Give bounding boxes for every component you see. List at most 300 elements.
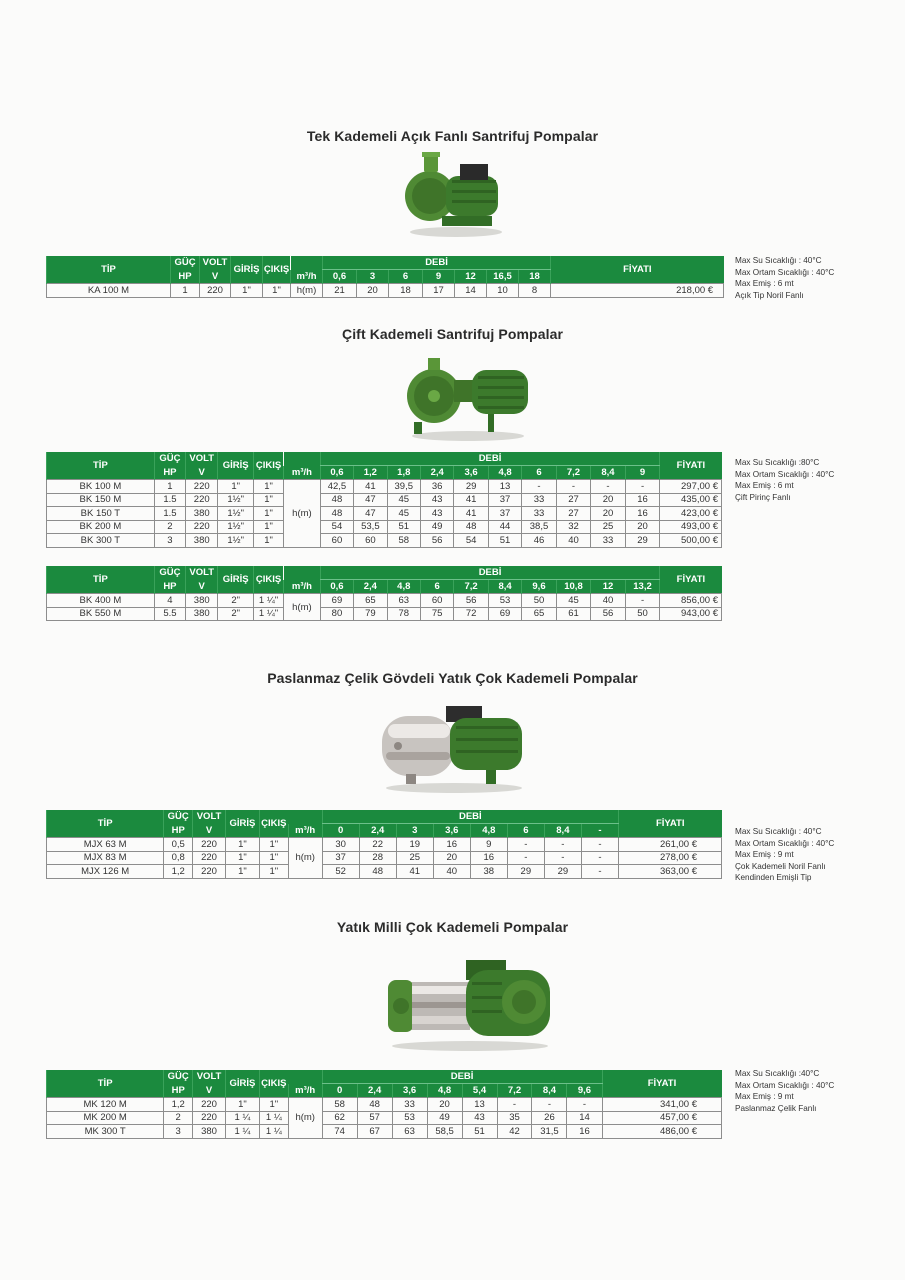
cell-head: -: [581, 865, 618, 879]
cell-head: -: [532, 1098, 567, 1112]
cell-hm: h(m): [284, 594, 321, 621]
section-title: Yatık Milli Çok Kademeli Pompalar: [336, 919, 569, 935]
cell-hp: 2: [164, 1111, 193, 1125]
table-row: [47, 1111, 722, 1125]
cell-v: 220: [193, 1098, 226, 1112]
flow-value: 2,4: [354, 580, 387, 594]
cell-head: 56: [420, 534, 453, 548]
cell-head: 45: [387, 493, 420, 507]
cell-head: 16: [625, 493, 660, 507]
flow-value: 10,8: [556, 580, 590, 594]
flow-value: 8,4: [544, 824, 581, 838]
cell-head: 38: [470, 865, 507, 879]
table-row: [47, 851, 722, 865]
col-hp: HP: [164, 1084, 193, 1098]
cell-v: 220: [193, 865, 226, 879]
cell-head: 75: [420, 607, 453, 621]
table-row: [47, 480, 722, 494]
cell-head: 26: [532, 1111, 567, 1125]
cell-head: 44: [488, 520, 521, 534]
cell-head: -: [581, 851, 618, 865]
cell-tip: BK 100 M: [47, 480, 155, 494]
cell-head: 63: [392, 1125, 427, 1139]
section-title: Çift Kademeli Santrifuj Pompalar: [341, 326, 564, 342]
cell-head: 37: [488, 507, 521, 521]
cell-head: 31,5: [532, 1125, 567, 1139]
cell-head: 51: [462, 1125, 497, 1139]
col-cikis: ÇIKIŞ: [259, 810, 288, 838]
table-row: [47, 838, 722, 852]
col-m3h: m³/h: [284, 466, 321, 480]
cell-head: 52: [322, 865, 359, 879]
note-line: Max Su Sıcaklığı : 40°C: [735, 827, 822, 836]
col-hp: HP: [154, 466, 185, 480]
flow-value: 6: [507, 824, 544, 838]
price-table-double-stage: [46, 452, 722, 548]
col-fiyati: FİYATI: [619, 810, 722, 838]
note-line: Max Su Sıcaklığı :80°C: [735, 458, 820, 467]
col-debi: DEBİ: [322, 1070, 602, 1084]
table-row: [47, 493, 722, 507]
table-row: [47, 1098, 722, 1112]
cell-tip: BK 200 M: [47, 520, 155, 534]
cell-cikis: 1": [253, 507, 283, 521]
price-table-multistage: [46, 1070, 722, 1139]
cell-head: 28: [359, 851, 396, 865]
note-line: Kendinden Emişli Tip: [735, 873, 812, 882]
cell-head: 42: [497, 1125, 532, 1139]
cell-cikis: 1": [259, 851, 288, 865]
cell-head: -: [625, 480, 660, 494]
flow-value: 9,6: [567, 1084, 602, 1098]
cell-cikis: 1": [253, 534, 283, 548]
cell-tip: MK 300 T: [47, 1125, 164, 1139]
cell-head: -: [581, 838, 618, 852]
cell-head: 45: [387, 507, 420, 521]
cell-tip: BK 150 M: [47, 493, 155, 507]
cell-head: 35: [497, 1111, 532, 1125]
flow-value: 0,6: [323, 270, 357, 284]
cell-head: 33: [522, 507, 556, 521]
col-m3h: m³/h: [288, 1084, 322, 1098]
note-line: Max Emiş : 6 mt: [735, 279, 794, 288]
cell-cikis: 1 ¼": [253, 607, 283, 621]
col-fiyati: FİYATI: [551, 256, 724, 284]
cell-head: 27: [556, 507, 590, 521]
cell-head: 36: [420, 480, 453, 494]
cell-head: 13: [462, 1098, 497, 1112]
cell-price: 435,00 €: [660, 493, 722, 507]
flow-value: 2,4: [357, 1084, 392, 1098]
cell-head: 49: [427, 1111, 462, 1125]
col-giris: GİRİŞ: [218, 566, 254, 594]
cell-head: 45: [556, 594, 590, 608]
flow-value: 18: [519, 270, 551, 284]
col-volt: VOLT: [200, 256, 231, 270]
cell-tip: BK 300 T: [47, 534, 155, 548]
cell-head: 30: [322, 838, 359, 852]
cell-hp: 0,5: [164, 838, 193, 852]
cell-hp: 1.5: [154, 507, 185, 521]
table-row: [47, 520, 722, 534]
cell-tip: MJX 63 M: [47, 838, 164, 852]
cell-head: 25: [591, 520, 625, 534]
cell-head: 37: [322, 851, 359, 865]
table-row: [47, 865, 722, 879]
note-line: Çift Pirinç Fanlı: [735, 492, 791, 502]
cell-hp: 2: [154, 520, 185, 534]
col-debi: DEBİ: [323, 256, 551, 270]
col-guc: GÜÇ: [164, 810, 193, 824]
cell-head: 33: [522, 493, 556, 507]
cell-tip: MJX 126 M: [47, 865, 164, 879]
cell-cikis: 1": [253, 480, 283, 494]
flow-value: 2,4: [420, 466, 453, 480]
price-table-single-stage: [46, 256, 724, 298]
cell-head: 41: [454, 507, 488, 521]
cell-head: 53: [488, 594, 521, 608]
cell-head: -: [507, 838, 544, 852]
cell-price: 297,00 €: [660, 480, 722, 494]
col-tip: TİP: [47, 1070, 164, 1098]
cell-price: 486,00 €: [602, 1125, 722, 1139]
col-cikis: ÇIKIŞ: [263, 256, 291, 284]
single-stage-pump-image: [402, 150, 510, 238]
cell-head: 41: [454, 493, 488, 507]
cell-giris: 1": [226, 851, 260, 865]
flow-value: 16,5: [487, 270, 519, 284]
cell-cikis: 1": [259, 1098, 288, 1112]
cell-head: 60: [320, 534, 353, 548]
cell-head: 53: [392, 1111, 427, 1125]
cell-head: 39,5: [387, 480, 420, 494]
col-hp: HP: [164, 824, 193, 838]
cell-price: 423,00 €: [660, 507, 722, 521]
cell-head: 29: [544, 865, 581, 879]
cell-head: 61: [556, 607, 590, 621]
flow-value: 9: [625, 466, 660, 480]
cell-hp: 1,2: [164, 865, 193, 879]
cell-hp: 0,8: [164, 851, 193, 865]
cell-cikis: 1 ¼: [259, 1111, 288, 1125]
cell-cikis: 1": [259, 838, 288, 852]
cell-head: -: [544, 851, 581, 865]
flow-value: 0: [322, 1084, 357, 1098]
cell-head: -: [567, 1098, 602, 1112]
cell-head: 43: [420, 507, 453, 521]
cell-price: 943,00 €: [660, 607, 722, 621]
table-row: [47, 1125, 722, 1139]
cell-head: 16: [625, 507, 660, 521]
flow-value: 13,2: [625, 580, 660, 594]
flow-value: 6: [522, 466, 556, 480]
cell-head: 54: [454, 534, 488, 548]
cell-hm: h(m): [288, 838, 322, 879]
cell-head: -: [507, 851, 544, 865]
cell-head: 47: [354, 507, 387, 521]
col-debi: DEBİ: [320, 566, 660, 580]
note-line: Max Ortam Sıcaklığı : 40°C: [735, 838, 835, 848]
note-line: Max Ortam Sıcaklığı : 40°C: [735, 267, 835, 277]
col-guc: GÜÇ: [164, 1070, 193, 1084]
cell-head: 33: [591, 534, 625, 548]
cell-head: 17: [423, 284, 455, 298]
cell-giris: 2": [218, 594, 254, 608]
cell-v: 380: [186, 534, 218, 548]
cell-head: 67: [357, 1125, 392, 1139]
cell-head: 65: [354, 594, 387, 608]
section-title: Paslanmaz Çelik Gövdeli Yatık Çok Kademeli Pompalar: [267, 670, 638, 686]
cell-cikis: 1 ¼": [253, 594, 283, 608]
cell-head: 46: [522, 534, 556, 548]
cell-head: -: [497, 1098, 532, 1112]
cell-head: 19: [396, 838, 433, 852]
cell-v: 380: [186, 594, 218, 608]
flow-value: 4,8: [470, 824, 507, 838]
cell-head: 29: [625, 534, 660, 548]
table-row: [47, 607, 722, 621]
col-hp: HP: [171, 270, 200, 284]
cell-giris: 1½": [218, 493, 254, 507]
cell-head: 50: [625, 607, 660, 621]
cell-head: 20: [357, 284, 389, 298]
flow-value: 9: [423, 270, 455, 284]
cell-hm: h(m): [288, 1098, 322, 1139]
cell-head: 60: [420, 594, 453, 608]
cell-head: 16: [433, 838, 470, 852]
flow-value: 12: [591, 580, 625, 594]
cell-giris: 2": [218, 607, 254, 621]
cell-price: 218,00 €: [551, 284, 724, 298]
col-debi: DEBİ: [320, 452, 660, 466]
cell-head: 21: [323, 284, 357, 298]
col-v: V: [193, 1084, 226, 1098]
cell-head: 48: [320, 507, 353, 521]
note-line: Paslanmaz Çelik Fanlı: [735, 1103, 817, 1113]
note-line: Max Emiş : 6 mt: [735, 481, 794, 490]
cell-head: 16: [567, 1125, 602, 1139]
cell-head: 78: [387, 607, 420, 621]
cell-head: 53,5: [354, 520, 387, 534]
flow-value: 5,4: [462, 1084, 497, 1098]
cell-head: 47: [354, 493, 387, 507]
cell-cikis: 1 ¼: [259, 1125, 288, 1139]
note-line: Max Emiş : 9 mt: [735, 850, 794, 859]
table-row: [47, 507, 722, 521]
cell-giris: 1": [231, 284, 263, 298]
col-giris: GİRİŞ: [218, 452, 254, 480]
cell-head: 48: [454, 520, 488, 534]
cell-head: 20: [591, 507, 625, 521]
flow-value: 0,6: [320, 580, 353, 594]
cell-price: 500,00 €: [660, 534, 722, 548]
cell-head: 32: [556, 520, 590, 534]
cell-head: -: [591, 480, 625, 494]
cell-head: -: [556, 480, 590, 494]
note-line: Max Ortam Sıcaklığı : 40°C: [735, 1080, 835, 1090]
flow-value: 4,8: [488, 466, 521, 480]
spec-notes: [735, 1068, 834, 1114]
cell-head: 80: [320, 607, 353, 621]
cell-head: 40: [433, 865, 470, 879]
cell-giris: 1½": [218, 520, 254, 534]
col-v: V: [200, 270, 231, 284]
col-volt: VOLT: [193, 1070, 226, 1084]
flow-value: 3: [396, 824, 433, 838]
spec-notes: [735, 457, 834, 503]
multistage-pump-image: [384, 952, 556, 1052]
cell-head: 14: [455, 284, 487, 298]
cell-head: 58,5: [427, 1125, 462, 1139]
flow-value: 7,2: [556, 466, 590, 480]
flow-value: 9,6: [522, 580, 556, 594]
flow-value: 4,8: [427, 1084, 462, 1098]
spec-notes: [735, 255, 834, 301]
flow-value: 6: [420, 580, 453, 594]
cell-hp: 3: [164, 1125, 193, 1139]
cell-price: 261,00 €: [619, 838, 722, 852]
cell-head: 48: [320, 493, 353, 507]
cell-giris: 1": [226, 838, 260, 852]
cell-v: 220: [193, 1111, 226, 1125]
flow-value: 12: [455, 270, 487, 284]
cell-head: 54: [320, 520, 353, 534]
col-guc: GÜÇ: [154, 566, 185, 580]
cell-head: -: [522, 480, 556, 494]
cell-head: 72: [454, 607, 488, 621]
double-stage-pump-image: [404, 352, 532, 442]
col-v: V: [186, 466, 218, 480]
flow-value: 8,4: [488, 580, 521, 594]
col-tip: TİP: [47, 452, 155, 480]
cell-head: 16: [470, 851, 507, 865]
flow-value: 7,2: [497, 1084, 532, 1098]
cell-head: 20: [433, 851, 470, 865]
note-line: Max Ortam Sıcaklığı : 40°C: [735, 469, 835, 479]
cell-tip: KA 100 M: [47, 284, 171, 298]
cell-head: 58: [322, 1098, 357, 1112]
cell-head: 29: [454, 480, 488, 494]
col-fiyati: FİYATI: [660, 452, 722, 480]
flow-value: 4,8: [387, 580, 420, 594]
cell-giris: 1": [218, 480, 254, 494]
cell-cikis: 1": [253, 493, 283, 507]
stainless-pump-image: [376, 698, 530, 794]
cell-head: 69: [488, 607, 521, 621]
cell-head: 38,5: [522, 520, 556, 534]
col-cikis: ÇIKIŞ: [253, 566, 283, 594]
cell-tip: MK 120 M: [47, 1098, 164, 1112]
cell-head: 56: [591, 607, 625, 621]
cell-hp: 5.5: [154, 607, 185, 621]
cell-head: 50: [522, 594, 556, 608]
cell-giris: 1": [226, 1098, 260, 1112]
cell-head: 25: [396, 851, 433, 865]
cell-head: -: [544, 838, 581, 852]
cell-head: 69: [320, 594, 353, 608]
col-v: V: [186, 580, 218, 594]
cell-head: 48: [359, 865, 396, 879]
col-guc: GÜÇ: [154, 452, 185, 466]
col-tip: TİP: [47, 810, 164, 838]
flow-value: 3,6: [392, 1084, 427, 1098]
cell-v: 380: [193, 1125, 226, 1139]
cell-price: 278,00 €: [619, 851, 722, 865]
note-line: Max Emiş : 9 mt: [735, 1092, 794, 1101]
col-fiyati: FİYATI: [660, 566, 722, 594]
col-guc: GÜÇ: [171, 256, 200, 270]
col-hp: HP: [154, 580, 185, 594]
cell-v: 220: [193, 838, 226, 852]
flow-value: 3,6: [454, 466, 488, 480]
cell-hm: h(m): [284, 480, 321, 548]
note-line: Max Su Sıcaklığı : 40°C: [735, 256, 822, 265]
note-line: Çok Kademeli Noril Fanlı: [735, 861, 826, 871]
flow-value: 3: [357, 270, 389, 284]
cell-head: 27: [556, 493, 590, 507]
col-cikis: ÇIKIŞ: [253, 452, 283, 480]
cell-head: -: [625, 594, 660, 608]
col-volt: VOLT: [186, 452, 218, 466]
cell-head: 20: [591, 493, 625, 507]
cell-head: 14: [567, 1111, 602, 1125]
col-tip: TİP: [47, 256, 171, 284]
cell-head: 65: [522, 607, 556, 621]
cell-tip: BK 550 M: [47, 607, 155, 621]
cell-hp: 1,2: [164, 1098, 193, 1112]
table-row: [47, 534, 722, 548]
col-v: V: [193, 824, 226, 838]
cell-head: 33: [392, 1098, 427, 1112]
cell-v: 220: [193, 851, 226, 865]
cell-cikis: 1": [253, 520, 283, 534]
cell-tip: MJX 83 M: [47, 851, 164, 865]
note-line: Açık Tip Noril Fanlı: [735, 290, 804, 300]
table-row: [47, 284, 724, 298]
flow-value: -: [581, 824, 618, 838]
cell-head: 57: [357, 1111, 392, 1125]
cell-cikis: 1": [259, 865, 288, 879]
col-giris: GİRİŞ: [231, 256, 263, 284]
section-title: Tek Kademeli Açık Fanlı Santrifuj Pompalar: [306, 128, 599, 144]
cell-head: 43: [462, 1111, 497, 1125]
cell-head: 48: [357, 1098, 392, 1112]
cell-head: 56: [454, 594, 488, 608]
cell-giris: 1½": [218, 507, 254, 521]
cell-head: 42,5: [320, 480, 353, 494]
col-giris: GİRİŞ: [226, 1070, 260, 1098]
col-tip: TİP: [47, 566, 155, 594]
cell-hm: h(m): [291, 284, 323, 298]
flow-value: 6: [389, 270, 423, 284]
cell-hp: 3: [154, 534, 185, 548]
cell-head: 40: [556, 534, 590, 548]
cell-v: 220: [200, 284, 231, 298]
cell-v: 220: [186, 480, 218, 494]
col-m3h: m³/h: [291, 270, 323, 284]
cell-price: 856,00 €: [660, 594, 722, 608]
cell-head: 20: [625, 520, 660, 534]
cell-hp: 1: [171, 284, 200, 298]
cell-price: 457,00 €: [602, 1111, 722, 1125]
cell-head: 41: [354, 480, 387, 494]
cell-v: 380: [186, 507, 218, 521]
cell-cikis: 1": [263, 284, 291, 298]
col-m3h: m³/h: [284, 580, 321, 594]
cell-head: 10: [487, 284, 519, 298]
cell-tip: BK 400 M: [47, 594, 155, 608]
cell-tip: BK 150 T: [47, 507, 155, 521]
